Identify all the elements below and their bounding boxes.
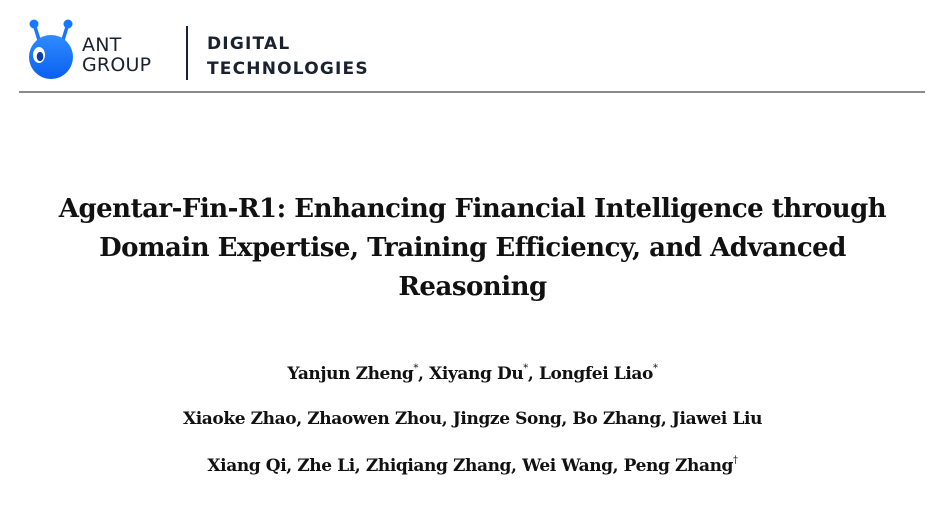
brand-line-2: GROUP <box>82 54 152 76</box>
division-line-1: DIGITAL <box>207 34 291 54</box>
author-line-1 <box>30 363 915 385</box>
division-name <box>207 32 369 82</box>
brand-line-1: ANT <box>82 34 122 56</box>
brand-name <box>82 35 151 75</box>
author-name: Xiyang Du <box>429 364 524 384</box>
equal-contribution-mark: * <box>523 363 528 375</box>
author-separator: , <box>418 364 430 384</box>
header-rule <box>19 91 925 93</box>
corresponding-author-mark: † <box>733 455 738 467</box>
author-name: Yanjun Zheng <box>287 364 414 384</box>
brand-divider <box>186 26 188 80</box>
paper-title: Agentar-Fin-R1: Enhancing Financial Intelligence through Domain Expertise, Training Efficiency, and Advanced Reasoning <box>58 194 887 302</box>
author-line-2: Xiaoke Zhao, Zhaowen Zhou, Jingze Song, Bo Zhang, Jiawei Liu <box>182 409 763 429</box>
equal-contribution-mark: * <box>652 363 658 375</box>
ant-logo-icon <box>26 17 76 81</box>
author-name: Longfei Liao <box>538 364 653 384</box>
author-separator: , <box>527 364 539 384</box>
author-line-3 <box>30 455 915 477</box>
equal-contribution-mark: * <box>413 363 419 375</box>
author-names: Xiang Qi, Zhe Li, Zhiqiang Zhang, Wei Wang, Peng Zhang <box>207 456 734 476</box>
division-line-2: TECHNOLOGIES <box>207 59 369 79</box>
